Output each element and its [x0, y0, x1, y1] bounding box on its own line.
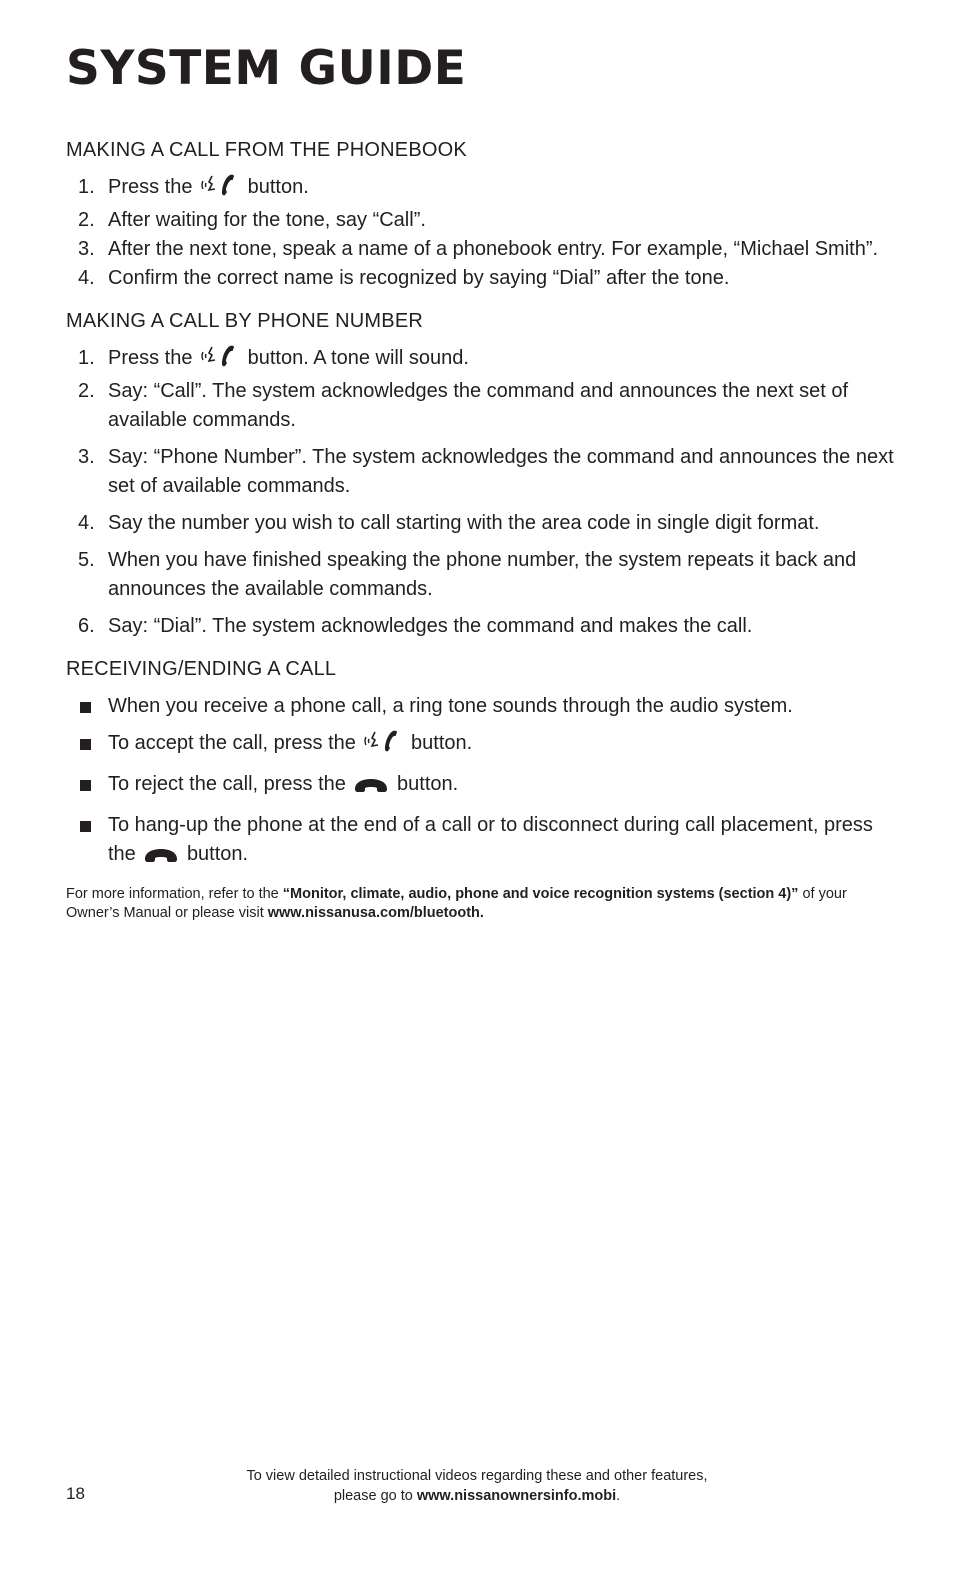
phonebook-steps: [66, 173, 896, 293]
list-item: To accept the call, press the button.: [66, 729, 896, 762]
page-title: SYSTEM GUIDE: [66, 41, 467, 96]
footer-note: To view detailed instructional videos regarding these and other features, please go to www.nissanownersinfo.mobi.: [246, 1468, 708, 1504]
bullet-square: [80, 739, 91, 750]
bullet-square: [80, 702, 91, 713]
list-item: 5. When you have finished speaking the phone number, the system repeats it back and announces the available commands.: [78, 549, 857, 600]
list-item: 6. Say: “Dial”. The system acknowledges the command and makes the call.: [78, 615, 753, 637]
phone-number-steps: [66, 344, 896, 641]
talk-phone-icon: [363, 729, 403, 762]
list-item: 1. Press the button. A tone will sound.: [66, 344, 896, 377]
owners-info-link[interactable]: www.nissanownersinfo.mobi: [416, 1488, 617, 1504]
list-item: 2. Say: “Call”. The system acknowledges the command and announces the next set of available commands.: [78, 380, 849, 431]
list-item: 2. After waiting for the tone, say “Call”.: [78, 209, 426, 231]
list-item: To hang-up the phone at the end of a call or to disconnect during call placement, press the button.: [66, 811, 896, 873]
list-item: 3. After the next tone, speak a name of a phonebook entry. For example, “Michael Smith”.: [78, 238, 879, 260]
more-info-note: For more information, refer to the “Monitor, climate, audio, phone and voice recognition systems (section 4)” of your Owner’s Manual or please visit www.nissanusa.com/bluetooth.: [66, 886, 847, 921]
receiving-bullets: [66, 692, 896, 873]
section-heading-receiving: RECEIVING/ENDING A CALL: [66, 658, 337, 680]
hang-up-icon: [143, 844, 179, 873]
list-item: 4. Say the number you wish to call starting with the area code in single digit format.: [78, 512, 820, 534]
bluetooth-link[interactable]: www.nissanusa.com/bluetooth.: [267, 905, 484, 921]
talk-phone-icon: [200, 173, 240, 206]
content: [66, 136, 896, 923]
talk-phone-icon: [200, 344, 240, 377]
hang-up-icon: [353, 774, 389, 803]
section-heading-phonebook: MAKING A CALL FROM THE PHONEBOOK: [66, 139, 467, 161]
list-item: 3. Say: “Phone Number”. The system acknowledges the command and announces the next set of available commands.: [78, 446, 894, 497]
list-item: 1. Press the button.: [66, 173, 896, 206]
page-number: 18: [66, 1484, 85, 1503]
section-heading-phone-number: MAKING A CALL BY PHONE NUMBER: [66, 310, 424, 332]
list-item: To reject the call, press the button.: [66, 770, 896, 803]
bullet-square: [80, 821, 91, 832]
list-item: 4. Confirm the correct name is recognized by saying “Dial” after the tone.: [78, 267, 730, 289]
list-item: When you receive a phone call, a ring tone sounds through the audio system.: [66, 692, 896, 721]
bullet-square: [80, 780, 91, 791]
